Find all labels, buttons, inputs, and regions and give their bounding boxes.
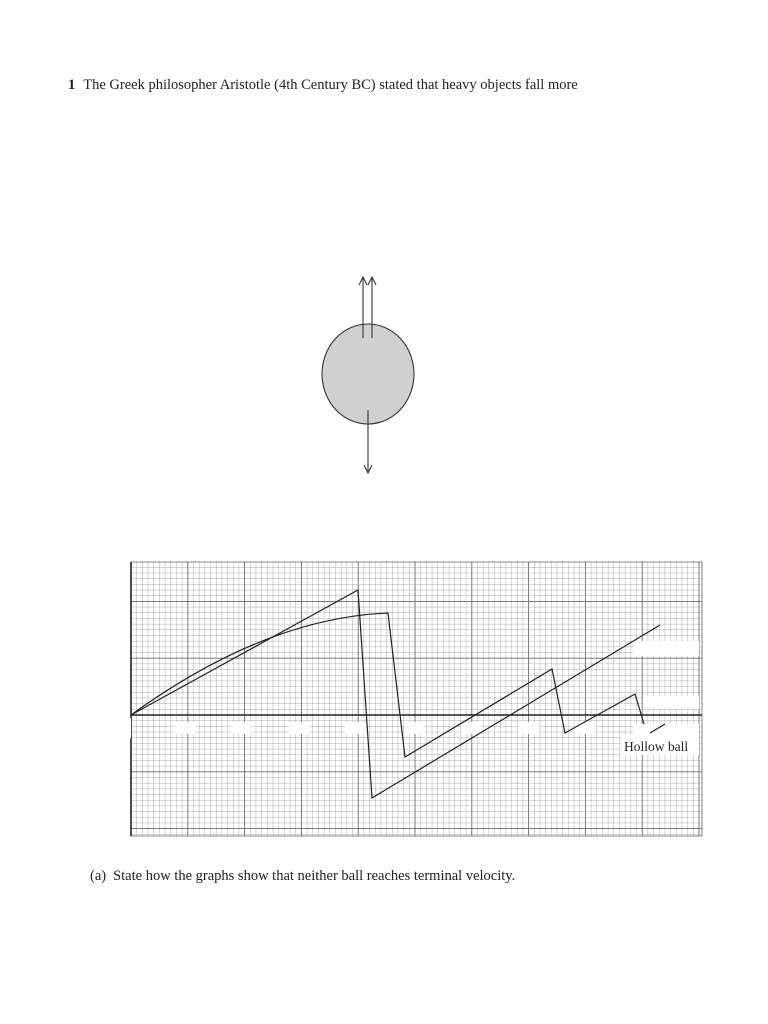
hollow-ball-label: Hollow ball (624, 739, 689, 754)
graph-axes (131, 562, 702, 836)
ball (322, 324, 414, 424)
label-masks (125, 641, 699, 738)
part-a (90, 868, 515, 885)
velocity-time-graph (125, 558, 705, 840)
part-a-text: State how the graphs show that neither ball reaches terminal velocity. (113, 868, 516, 884)
ball-forces-diagram (300, 268, 440, 480)
question-text: The Greek philosopher Aristotle (4th Century BC) stated that heavy objects fall more (83, 77, 578, 93)
grid-border (131, 562, 702, 836)
question-1 (68, 77, 578, 94)
graph-grid (131, 562, 702, 836)
question-number: 1 (68, 77, 76, 93)
part-a-label: (a) (90, 868, 107, 884)
